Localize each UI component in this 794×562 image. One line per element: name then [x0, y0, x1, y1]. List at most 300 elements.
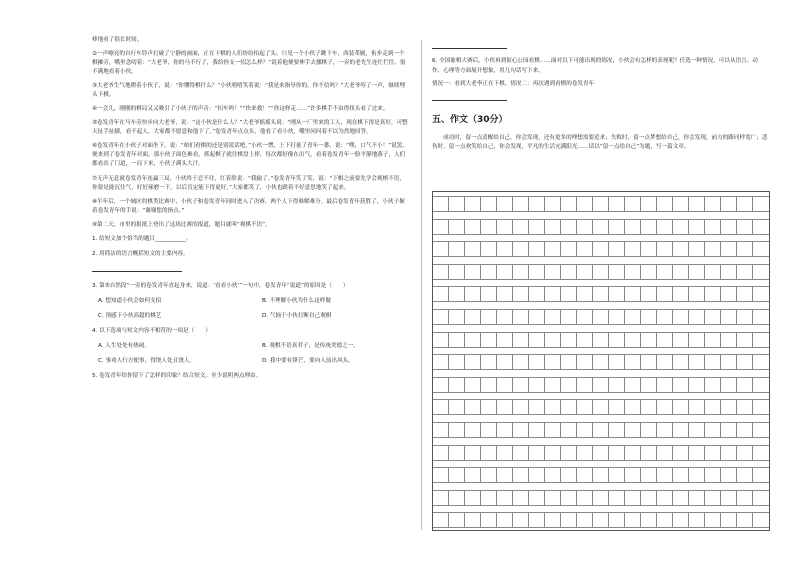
grid-cell[interactable] — [449, 422, 465, 438]
grid-cell[interactable] — [465, 399, 481, 415]
grid-cell[interactable] — [513, 490, 529, 506]
grid-cell[interactable] — [593, 422, 609, 438]
grid-cell[interactable] — [737, 309, 753, 325]
grid-cell[interactable] — [753, 332, 769, 348]
grid-cell[interactable] — [465, 512, 481, 528]
grid-cell[interactable] — [689, 264, 705, 280]
grid-cell[interactable] — [609, 309, 625, 325]
grid-cell[interactable] — [465, 354, 481, 370]
grid-cell[interactable] — [641, 445, 657, 461]
grid-cell[interactable] — [449, 377, 465, 393]
grid-cell[interactable] — [689, 196, 705, 212]
grid-cell[interactable] — [705, 309, 721, 325]
grid-cell[interactable] — [433, 512, 449, 528]
grid-cell[interactable] — [721, 399, 737, 415]
grid-cell[interactable] — [657, 422, 673, 438]
grid-cell[interactable] — [513, 422, 529, 438]
grid-cell[interactable] — [545, 332, 561, 348]
grid-cell[interactable] — [529, 241, 545, 257]
grid-cell[interactable] — [737, 354, 753, 370]
grid-cell[interactable] — [641, 399, 657, 415]
grid-cell[interactable] — [673, 445, 689, 461]
grid-cell[interactable] — [545, 467, 561, 483]
grid-cell[interactable] — [737, 264, 753, 280]
grid-cell[interactable] — [561, 219, 577, 235]
grid-cell[interactable] — [497, 445, 513, 461]
grid-cell[interactable] — [737, 377, 753, 393]
grid-cell[interactable] — [641, 196, 657, 212]
grid-cell[interactable] — [609, 422, 625, 438]
grid-cell[interactable] — [545, 377, 561, 393]
grid-cell[interactable] — [449, 264, 465, 280]
grid-cell[interactable] — [705, 377, 721, 393]
grid-cell[interactable] — [449, 332, 465, 348]
grid-cell[interactable] — [625, 445, 641, 461]
grid-cell[interactable] — [529, 422, 545, 438]
grid-cell[interactable] — [497, 332, 513, 348]
grid-cell[interactable] — [545, 399, 561, 415]
grid-cell[interactable] — [721, 332, 737, 348]
grid-cell[interactable] — [481, 354, 497, 370]
grid-cell[interactable] — [641, 354, 657, 370]
grid-cell[interactable] — [721, 264, 737, 280]
grid-cell[interactable] — [545, 264, 561, 280]
grid-cell[interactable] — [689, 399, 705, 415]
grid-cell[interactable] — [593, 354, 609, 370]
grid-cell[interactable] — [593, 309, 609, 325]
grid-cell[interactable] — [481, 512, 497, 528]
grid-cell[interactable] — [513, 512, 529, 528]
grid-cell[interactable] — [577, 241, 593, 257]
grid-cell[interactable] — [433, 219, 449, 235]
grid-cell[interactable] — [449, 445, 465, 461]
grid-cell[interactable] — [497, 422, 513, 438]
grid-cell[interactable] — [481, 264, 497, 280]
grid-cell[interactable] — [593, 467, 609, 483]
grid-cell[interactable] — [497, 241, 513, 257]
grid-cell[interactable] — [529, 399, 545, 415]
grid-cell[interactable] — [705, 467, 721, 483]
grid-cell[interactable] — [673, 399, 689, 415]
grid-cell[interactable] — [609, 399, 625, 415]
grid-cell[interactable] — [529, 332, 545, 348]
grid-cell[interactable] — [545, 490, 561, 506]
grid-cell[interactable] — [673, 332, 689, 348]
grid-cell[interactable] — [657, 467, 673, 483]
grid-cell[interactable] — [529, 445, 545, 461]
grid-cell[interactable] — [641, 377, 657, 393]
grid-cell[interactable] — [625, 241, 641, 257]
grid-cell[interactable] — [625, 422, 641, 438]
grid-cell[interactable] — [737, 422, 753, 438]
grid-cell[interactable] — [449, 241, 465, 257]
grid-cell[interactable] — [721, 241, 737, 257]
grid-cell[interactable] — [497, 196, 513, 212]
grid-cell[interactable] — [577, 377, 593, 393]
grid-cell[interactable] — [689, 354, 705, 370]
grid-cell[interactable] — [593, 490, 609, 506]
grid-cell[interactable] — [705, 445, 721, 461]
grid-cell[interactable] — [497, 512, 513, 528]
grid-cell[interactable] — [497, 354, 513, 370]
grid-cell[interactable] — [657, 377, 673, 393]
grid-cell[interactable] — [705, 399, 721, 415]
grid-cell[interactable] — [609, 332, 625, 348]
grid-cell[interactable] — [545, 354, 561, 370]
grid-cell[interactable] — [449, 286, 465, 302]
grid-cell[interactable] — [465, 264, 481, 280]
grid-cell[interactable] — [513, 264, 529, 280]
grid-cell[interactable] — [593, 377, 609, 393]
grid-cell[interactable] — [737, 332, 753, 348]
grid-cell[interactable] — [609, 219, 625, 235]
grid-cell[interactable] — [561, 422, 577, 438]
grid-cell[interactable] — [433, 196, 449, 212]
grid-cell[interactable] — [657, 286, 673, 302]
grid-cell[interactable] — [545, 196, 561, 212]
grid-cell[interactable] — [577, 196, 593, 212]
grid-cell[interactable] — [689, 422, 705, 438]
grid-cell[interactable] — [561, 467, 577, 483]
grid-cell[interactable] — [721, 445, 737, 461]
grid-cell[interactable] — [609, 241, 625, 257]
grid-cell[interactable] — [705, 354, 721, 370]
grid-cell[interactable] — [737, 219, 753, 235]
grid-cell[interactable] — [577, 309, 593, 325]
grid-cell[interactable] — [593, 399, 609, 415]
grid-cell[interactable] — [625, 332, 641, 348]
grid-cell[interactable] — [641, 219, 657, 235]
grid-cell[interactable] — [545, 286, 561, 302]
grid-cell[interactable] — [465, 467, 481, 483]
grid-cell[interactable] — [449, 512, 465, 528]
grid-cell[interactable] — [433, 399, 449, 415]
grid-cell[interactable] — [641, 241, 657, 257]
grid-cell[interactable] — [497, 399, 513, 415]
grid-cell[interactable] — [561, 445, 577, 461]
grid-cell[interactable] — [673, 512, 689, 528]
grid-cell[interactable] — [449, 196, 465, 212]
grid-cell[interactable] — [465, 241, 481, 257]
grid-cell[interactable] — [737, 445, 753, 461]
grid-cell[interactable] — [529, 354, 545, 370]
grid-cell[interactable] — [481, 377, 497, 393]
grid-cell[interactable] — [497, 264, 513, 280]
grid-cell[interactable] — [737, 512, 753, 528]
grid-cell[interactable] — [481, 332, 497, 348]
grid-cell[interactable] — [657, 445, 673, 461]
grid-cell[interactable] — [465, 445, 481, 461]
grid-cell[interactable] — [529, 377, 545, 393]
grid-cell[interactable] — [545, 422, 561, 438]
grid-cell[interactable] — [545, 219, 561, 235]
grid-cell[interactable] — [641, 286, 657, 302]
grid-cell[interactable] — [529, 196, 545, 212]
grid-cell[interactable] — [625, 196, 641, 212]
grid-cell[interactable] — [641, 512, 657, 528]
grid-cell[interactable] — [625, 377, 641, 393]
grid-cell[interactable] — [577, 286, 593, 302]
grid-cell[interactable] — [481, 490, 497, 506]
grid-cell[interactable] — [753, 490, 769, 506]
grid-cell[interactable] — [433, 377, 449, 393]
grid-cell[interactable] — [465, 332, 481, 348]
grid-cell[interactable] — [641, 490, 657, 506]
grid-cell[interactable] — [481, 196, 497, 212]
grid-cell[interactable] — [657, 219, 673, 235]
grid-cell[interactable] — [689, 490, 705, 506]
grid-cell[interactable] — [753, 445, 769, 461]
grid-cell[interactable] — [561, 490, 577, 506]
grid-cell[interactable] — [721, 422, 737, 438]
grid-cell[interactable] — [465, 490, 481, 506]
grid-cell[interactable] — [673, 490, 689, 506]
grid-cell[interactable] — [497, 490, 513, 506]
grid-cell[interactable] — [737, 467, 753, 483]
grid-cell[interactable] — [497, 286, 513, 302]
grid-cell[interactable] — [689, 309, 705, 325]
grid-cell[interactable] — [481, 467, 497, 483]
grid-cell[interactable] — [561, 196, 577, 212]
grid-cell[interactable] — [561, 377, 577, 393]
grid-cell[interactable] — [561, 264, 577, 280]
grid-cell[interactable] — [625, 512, 641, 528]
grid-cell[interactable] — [721, 309, 737, 325]
grid-cell[interactable] — [449, 354, 465, 370]
grid-cell[interactable] — [465, 309, 481, 325]
grid-cell[interactable] — [577, 332, 593, 348]
grid-cell[interactable] — [465, 377, 481, 393]
grid-cell[interactable] — [497, 467, 513, 483]
grid-cell[interactable] — [641, 309, 657, 325]
grid-cell[interactable] — [657, 264, 673, 280]
grid-cell[interactable] — [673, 422, 689, 438]
grid-cell[interactable] — [705, 512, 721, 528]
grid-cell[interactable] — [577, 264, 593, 280]
grid-cell[interactable] — [705, 490, 721, 506]
grid-cell[interactable] — [593, 241, 609, 257]
grid-cell[interactable] — [529, 512, 545, 528]
grid-cell[interactable] — [433, 332, 449, 348]
grid-cell[interactable] — [529, 219, 545, 235]
grid-cell[interactable] — [561, 332, 577, 348]
grid-cell[interactable] — [513, 354, 529, 370]
grid-cell[interactable] — [561, 399, 577, 415]
grid-cell[interactable] — [721, 219, 737, 235]
grid-cell[interactable] — [753, 241, 769, 257]
grid-cell[interactable] — [561, 241, 577, 257]
grid-cell[interactable] — [561, 512, 577, 528]
grid-cell[interactable] — [481, 422, 497, 438]
grid-cell[interactable] — [689, 445, 705, 461]
grid-cell[interactable] — [737, 241, 753, 257]
grid-cell[interactable] — [609, 445, 625, 461]
grid-cell[interactable] — [449, 467, 465, 483]
grid-cell[interactable] — [721, 512, 737, 528]
grid-cell[interactable] — [705, 286, 721, 302]
grid-cell[interactable] — [641, 264, 657, 280]
grid-cell[interactable] — [593, 286, 609, 302]
grid-cell[interactable] — [609, 467, 625, 483]
grid-cell[interactable] — [513, 196, 529, 212]
grid-cell[interactable] — [513, 445, 529, 461]
grid-cell[interactable] — [705, 332, 721, 348]
grid-cell[interactable] — [753, 354, 769, 370]
grid-cell[interactable] — [673, 241, 689, 257]
grid-cell[interactable] — [705, 422, 721, 438]
grid-cell[interactable] — [529, 309, 545, 325]
grid-cell[interactable] — [481, 219, 497, 235]
grid-cell[interactable] — [689, 512, 705, 528]
grid-cell[interactable] — [513, 332, 529, 348]
grid-cell[interactable] — [609, 377, 625, 393]
grid-cell[interactable] — [513, 467, 529, 483]
grid-cell[interactable] — [657, 512, 673, 528]
grid-cell[interactable] — [689, 286, 705, 302]
grid-cell[interactable] — [465, 219, 481, 235]
grid-cell[interactable] — [577, 422, 593, 438]
grid-cell[interactable] — [497, 377, 513, 393]
grid-cell[interactable] — [593, 332, 609, 348]
grid-cell[interactable] — [433, 354, 449, 370]
grid-cell[interactable] — [609, 264, 625, 280]
grid-cell[interactable] — [577, 399, 593, 415]
grid-cell[interactable] — [705, 241, 721, 257]
grid-cell[interactable] — [657, 241, 673, 257]
grid-cell[interactable] — [721, 467, 737, 483]
grid-cell[interactable] — [753, 512, 769, 528]
grid-cell[interactable] — [657, 490, 673, 506]
grid-cell[interactable] — [561, 286, 577, 302]
grid-cell[interactable] — [625, 219, 641, 235]
grid-cell[interactable] — [641, 332, 657, 348]
grid-cell[interactable] — [689, 332, 705, 348]
grid-cell[interactable] — [513, 241, 529, 257]
grid-cell[interactable] — [689, 241, 705, 257]
grid-cell[interactable] — [737, 490, 753, 506]
grid-cell[interactable] — [433, 309, 449, 325]
grid-cell[interactable] — [753, 467, 769, 483]
grid-cell[interactable] — [737, 399, 753, 415]
grid-cell[interactable] — [721, 354, 737, 370]
grid-cell[interactable] — [449, 219, 465, 235]
grid-cell[interactable] — [481, 445, 497, 461]
grid-cell[interactable] — [481, 309, 497, 325]
grid-cell[interactable] — [753, 196, 769, 212]
grid-cell[interactable] — [721, 377, 737, 393]
grid-cell[interactable] — [625, 399, 641, 415]
grid-cell[interactable] — [481, 399, 497, 415]
grid-cell[interactable] — [737, 196, 753, 212]
grid-cell[interactable] — [433, 445, 449, 461]
grid-cell[interactable] — [513, 219, 529, 235]
grid-cell[interactable] — [433, 286, 449, 302]
grid-cell[interactable] — [465, 422, 481, 438]
grid-cell[interactable] — [737, 286, 753, 302]
grid-cell[interactable] — [593, 445, 609, 461]
grid-cell[interactable] — [513, 309, 529, 325]
grid-cell[interactable] — [529, 264, 545, 280]
grid-cell[interactable] — [513, 399, 529, 415]
grid-cell[interactable] — [433, 241, 449, 257]
grid-cell[interactable] — [545, 241, 561, 257]
grid-cell[interactable] — [673, 377, 689, 393]
grid-cell[interactable] — [577, 445, 593, 461]
grid-cell[interactable] — [497, 219, 513, 235]
grid-cell[interactable] — [673, 264, 689, 280]
grid-cell[interactable] — [593, 196, 609, 212]
grid-cell[interactable] — [673, 354, 689, 370]
grid-cell[interactable] — [721, 286, 737, 302]
grid-cell[interactable] — [753, 309, 769, 325]
grid-cell[interactable] — [481, 241, 497, 257]
grid-cell[interactable] — [545, 309, 561, 325]
grid-cell[interactable] — [625, 264, 641, 280]
grid-cell[interactable] — [753, 286, 769, 302]
grid-cell[interactable] — [721, 490, 737, 506]
grid-cell[interactable] — [529, 490, 545, 506]
grid-cell[interactable] — [513, 377, 529, 393]
grid-cell[interactable] — [609, 354, 625, 370]
grid-cell[interactable] — [593, 219, 609, 235]
grid-cell[interactable] — [673, 286, 689, 302]
grid-cell[interactable] — [545, 512, 561, 528]
grid-cell[interactable] — [609, 196, 625, 212]
grid-cell[interactable] — [577, 354, 593, 370]
grid-cell[interactable] — [545, 445, 561, 461]
grid-cell[interactable] — [529, 467, 545, 483]
grid-cell[interactable] — [529, 286, 545, 302]
grid-cell[interactable] — [513, 286, 529, 302]
grid-cell[interactable] — [689, 377, 705, 393]
grid-cell[interactable] — [577, 219, 593, 235]
grid-cell[interactable] — [433, 467, 449, 483]
grid-cell[interactable] — [625, 490, 641, 506]
grid-cell[interactable] — [593, 264, 609, 280]
grid-cell[interactable] — [433, 490, 449, 506]
grid-cell[interactable] — [705, 196, 721, 212]
grid-cell[interactable] — [753, 399, 769, 415]
grid-cell[interactable] — [641, 422, 657, 438]
grid-cell[interactable] — [625, 354, 641, 370]
grid-cell[interactable] — [609, 286, 625, 302]
grid-cell[interactable] — [689, 467, 705, 483]
grid-cell[interactable] — [753, 264, 769, 280]
grid-cell[interactable] — [449, 399, 465, 415]
grid-cell[interactable] — [721, 196, 737, 212]
grid-cell[interactable] — [753, 422, 769, 438]
grid-cell[interactable] — [577, 467, 593, 483]
grid-cell[interactable] — [673, 219, 689, 235]
grid-cell[interactable] — [433, 422, 449, 438]
grid-cell[interactable] — [625, 467, 641, 483]
grid-cell[interactable] — [689, 219, 705, 235]
grid-cell[interactable] — [609, 512, 625, 528]
grid-cell[interactable] — [753, 377, 769, 393]
grid-cell[interactable] — [657, 354, 673, 370]
grid-cell[interactable] — [673, 309, 689, 325]
grid-cell[interactable] — [577, 490, 593, 506]
grid-cell[interactable] — [465, 286, 481, 302]
grid-cell[interactable] — [497, 309, 513, 325]
grid-cell[interactable] — [561, 309, 577, 325]
grid-cell[interactable] — [657, 399, 673, 415]
grid-cell[interactable] — [657, 309, 673, 325]
grid-cell[interactable] — [433, 264, 449, 280]
grid-cell[interactable] — [657, 196, 673, 212]
grid-cell[interactable] — [705, 219, 721, 235]
grid-cell[interactable] — [449, 309, 465, 325]
